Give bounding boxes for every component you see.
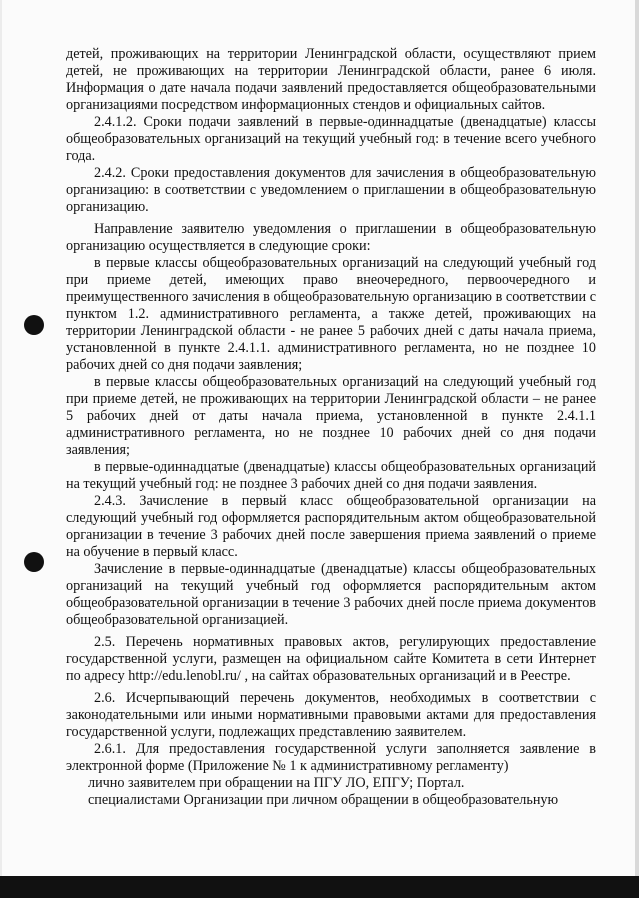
scan-bottom-bar (0, 876, 639, 898)
paragraph-2-4-3: 2.4.3. Зачисление в первый класс общеобразовательной организации на следующий учебный год оформляется распорядительным актом общеобразовательной организации в течение 3 рабочих дней после завершения приема заявлений о приеме на обучение в первый класс. (66, 493, 596, 560)
paragraph-2-6-1: 2.6.1. Для предоставления государственной услуги заполняется заявление в электронной форме (Приложение № 1 к административному регламенту) (66, 741, 596, 774)
paragraph-2-4-2: 2.4.2. Сроки предоставления документов для зачисления в общеобразовательную организацию: в соответствии с уведомлением о приглашении в общеобразовательную организацию. (66, 165, 596, 215)
paragraph-enrollment: Зачисление в первые-одиннадцатые (двенадцатые) классы общеобразовательных организаций на текущий учебный год оформляется распорядительным актом общеобразовательной организации в течение 3 рабочих дней после приема документов общеобразовательной организацией. (66, 561, 596, 628)
punch-hole-top (24, 315, 44, 335)
scan-edge-right (635, 0, 639, 898)
paragraph-notification: Направление заявителю уведомления о приглашении в общеобразовательную организацию осуществляется в следующие сроки: (66, 221, 596, 254)
scan-edge-left (0, 0, 2, 898)
list-item-specialists: специалистами Организации при личном обращении в общеобразовательную (88, 792, 559, 808)
paragraph-continuation: детей, проживающих на территории Ленинградской области, осуществляют прием детей, не проживающих на территории Ленинградской области, ранее 6 июля. Информация о дате начала подачи заявлений предоставляется общеобразовательными организациями посредством информационных стендов и официальных сайтов. (66, 46, 596, 113)
punch-hole-bottom (24, 552, 44, 572)
paragraph-first-class-nonresidents: в первые классы общеобразовательных организаций на следующий учебный год при приеме детей, не проживающих на территории Ленинградской области – не ранее 5 рабочих дней от даты начала приема, установленной в пункте 2.4.1.1 административного регламента, но не позднее 10 рабочих дней со дня подачи заявления; (66, 374, 596, 458)
list-item-personal: лично заявителем при обращении на ПГУ ЛО, ЕПГУ; Портал. (88, 775, 465, 791)
paragraph-2-6: 2.6. Исчерпывающий перечень документов, необходимых в соответствии с законодательными или иными нормативными правовыми актами для предоставления государственной услуги, подлежащих представлению заявителем. (66, 690, 596, 740)
paragraph-2-5: 2.5. Перечень нормативных правовых актов, регулирующих предоставление государственной услуги, размещен на официальном сайте Комитета в сети Интернет по адресу http://edu.lenobl.ru/ , на сайтах образовательных организаций и в Реестре. (66, 634, 596, 684)
paragraph-first-class-residents: в первые классы общеобразовательных организаций на следующий учебный год при приеме детей, имеющих право внеочередного, первоочередного и преимущественного зачисления в общеобразовательную организацию в соответствии с пунктом 1.2. административного регламента, а также детей, проживающих на территории Ленинградской области - не ранее 5 рабочих дней с даты начала приема, установленной в пункте 2.4.1.1. административного регламента, но не позднее 10 рабочих дней со дня подачи заявления; (66, 255, 596, 373)
paragraph-current-year: в первые-одиннадцатые (двенадцатые) классы общеобразовательных организаций на текущий учебный год: не позднее 3 рабочих дней со дня подачи заявления. (66, 459, 596, 492)
document-body (66, 46, 596, 809)
paragraph-2-4-1-2: 2.4.1.2. Сроки подачи заявлений в первые-одиннадцатые (двенадцатые) классы общеобразовательных организаций на текущий учебный год: в течение всего учебного года. (66, 114, 596, 164)
